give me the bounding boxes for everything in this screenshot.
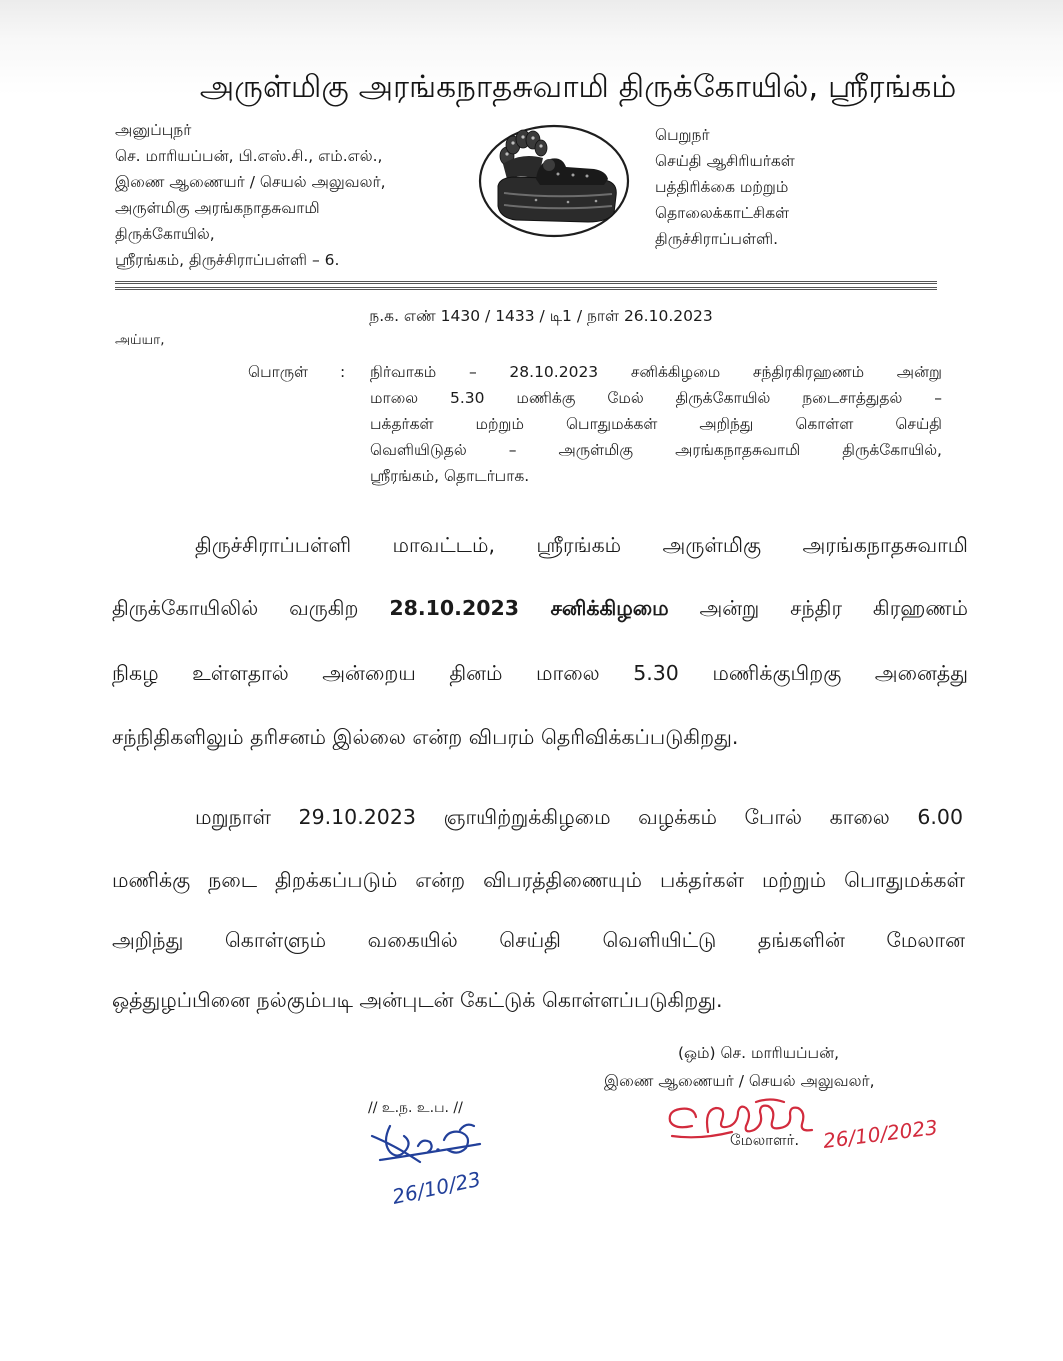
manager-label: மேலாளர். bbox=[730, 1131, 800, 1149]
signatory-name: (ஒம்) செ. மாரியப்பன், bbox=[678, 1044, 840, 1062]
recipient-block bbox=[655, 122, 955, 252]
recipient-line: பத்திரிக்கை மற்றும் bbox=[655, 178, 789, 196]
recipient-line: செய்தி ஆசிரியர்கள் bbox=[655, 152, 795, 170]
blue-signature-icon bbox=[360, 1116, 510, 1212]
reclining-deity-emblem-icon bbox=[476, 122, 632, 240]
subject-line: நிர்வாகம் – 28.10.2023 சனிக்கிழமை சந்திரகிரஹணம் அன்று bbox=[370, 363, 942, 381]
paragraph-2-line: ஒத்துழப்பினை நல்கும்படி அன்புடன் கேட்டுக் கொள்ளப்படுகிறது. bbox=[112, 988, 723, 1012]
endorsement-signature bbox=[360, 1116, 510, 1212]
paragraph-1-line bbox=[112, 592, 968, 624]
paragraph-1-line: திருச்சிராப்பள்ளி மாவட்டம், ஸ்ரீரங்கம் அருள்மிகு அரங்கநாதசுவாமி bbox=[195, 533, 968, 557]
subject-label: பொருள் bbox=[248, 363, 309, 381]
sender-line: இணை ஆணையர் / செயல் அலுவலர், bbox=[115, 173, 386, 191]
subject-line: மாலை 5.30 மணிக்கு மேல் திருக்கோயில் நடைசாத்துதல் – bbox=[370, 389, 942, 407]
paragraph-1-line: நிகழ உள்ளதால் அன்றைய தினம் மாலை 5.30 மணிக்குபிறகு அனைத்து bbox=[112, 661, 968, 685]
recipient-label: பெறுநர் bbox=[655, 126, 710, 144]
copy-endorsement-label: // உ.ந. உ.ப. // bbox=[368, 1100, 463, 1116]
blue-signature-date: 26/10/23 bbox=[390, 1166, 483, 1209]
paragraph-1-text: திருக்கோயிலில் வருகிற bbox=[112, 596, 390, 620]
sender-label: அனுப்புநர் bbox=[115, 121, 192, 139]
recipient-line: திருச்சிராப்பள்ளி. bbox=[655, 230, 779, 248]
reference-number: ந.க. எண் 1430 / 1433 / டி1 / நாள் 26.10.2023 bbox=[369, 307, 713, 325]
subject-text bbox=[370, 359, 942, 489]
subject-colon: : bbox=[340, 363, 346, 381]
paragraph-2-line: அறிந்து கொள்ளும் வகையில் செய்தி வெளியிட்டு தங்களின் மேலான bbox=[112, 928, 965, 952]
manager-signature bbox=[660, 1094, 960, 1164]
subject-line: வெளியிடுதல் – அருள்மிகு அரங்கநாதசுவாமி திருக்கோயில், bbox=[370, 441, 942, 459]
sender-line: அருள்மிகு அரங்கநாதசுவாமி bbox=[115, 199, 320, 217]
sender-block bbox=[115, 117, 460, 273]
temple-emblem-logo bbox=[476, 122, 632, 240]
sender-line: திருக்கோயில், bbox=[115, 225, 215, 243]
signatory-designation: இணை ஆணையர் / செயல் அலுவலர், bbox=[604, 1072, 875, 1090]
red-signature-date: 26/10/2023 bbox=[821, 1115, 940, 1153]
paragraph-2-line: மறுநாள் 29.10.2023 ஞாயிற்றுக்கிழமை வழக்கம் போல் காலை 6.00 bbox=[195, 805, 963, 829]
paragraph-1-text: அன்று சந்திர கிரஹணம் bbox=[668, 596, 969, 620]
sender-line: ஸ்ரீரங்கம், திருச்சிராப்பள்ளி – 6. bbox=[115, 251, 340, 269]
red-signature-icon bbox=[660, 1094, 960, 1164]
paragraph-1-line: சந்நிதிகளிலும் தரிசனம் இல்லை என்ற விபரம் தெரிவிக்கப்படுகிறது. bbox=[112, 725, 739, 749]
subject-line: பக்தர்கள் மற்றும் பொதுமக்கள் அறிந்து கொள்ள செய்தி bbox=[370, 415, 942, 433]
header-separator-rule bbox=[115, 281, 937, 290]
subject-line: ஸ்ரீரங்கம், தொடர்பாக. bbox=[370, 467, 530, 485]
letterhead-title: அருள்மிகு அரங்கநாதசுவாமி திருக்கோயில், ஸ்ரீரங்கம் bbox=[199, 69, 957, 105]
salutation: அய்யா, bbox=[115, 332, 165, 348]
paragraph-2-line: மணிக்கு நடை திறக்கப்படும் என்ற விபரத்திணையும் பக்தர்கள் மற்றும் பொதுமக்கள் bbox=[112, 868, 965, 892]
recipient-line: தொலைக்காட்சிகள் bbox=[655, 204, 790, 222]
sender-line: செ. மாரியப்பன், பி.எஸ்.சி., எம்.எல்., bbox=[115, 147, 383, 165]
eclipse-date-emphasis: 28.10.2023 சனிக்கிழமை bbox=[389, 596, 669, 620]
